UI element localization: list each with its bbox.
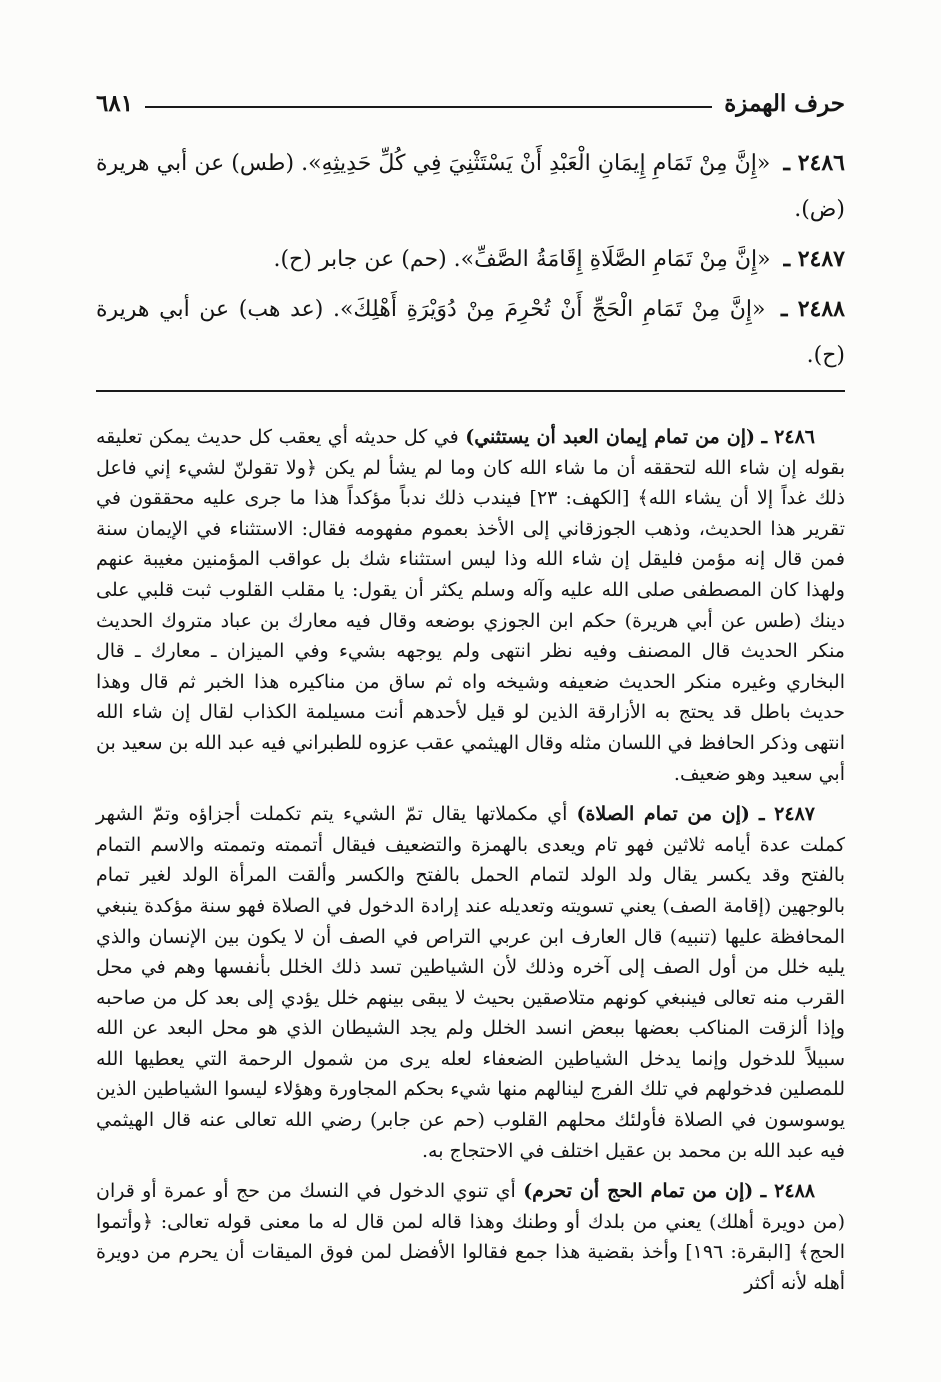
commentary-paragraph bbox=[96, 1176, 845, 1298]
hadith-entry bbox=[96, 236, 845, 283]
hadith-text: «إِنَّ مِنْ تَمَامِ إِيمَانِ الْعَبْدِ أَنْ يَسْتَثْنِيَ فِي كُلِّ حَدِيثِهِ». (طس) عن أبي هريرة (ض). bbox=[96, 151, 845, 222]
hadith-number: ٢٤٨٦ ـ bbox=[783, 150, 845, 176]
hadith-text: «إِنَّ مِنْ تَمَامِ الصَّلَاةِ إِقَامَةُ الصَّفِّ». (حم) عن جابر (ح). bbox=[273, 247, 771, 272]
commentary-paragraph bbox=[96, 422, 845, 789]
commentary-lead: (إن من تمام الحج أن تحرم) bbox=[523, 1180, 754, 1203]
hadith-number: ٢٤٨٨ ـ bbox=[781, 296, 845, 322]
commentary-number: ٢٤٨٦ ـ bbox=[761, 426, 815, 448]
commentary-paragraph bbox=[96, 799, 845, 1166]
commentary-text: في كل حديثه أي يعقب كل حديث يمكن تعليقه بقوله إن شاء الله لتحققه أن ما شاء الله كان وما لم يشأ لم يكن ﴿ولا تقولنّ لشيء إني فاعل ذلك غداً إلا أن يشاء الله﴾ [الكهف: ٢٣] فيندب ذلك ندباً مؤكداً هذا ما جرى عليه محققون في تقرير هذا الحديث، وذهب الجوزقاني إلى الأخذ بعموم مفهومه فقال: الاستثناء في الإيمان سنة فمن قال إنه مؤمن فليقل إن شاء الله وذا ليس استثناء شك بل عواقب المؤمنين مغيبة عنهم ولهذا كان المصطفى صلى الله عليه وآله وسلم يكثر أن يقول: يا مقلب القلوب ثبت قلبي على دينك (طس عن أبي هريرة) حكم ابن الجوزي بوضعه وقال فيه معارك بن عباد متروك الحديث منكر الحديث قال المصنف وفيه نظر انتهى ولم يوجهه بشيء وفي الميزان ـ معارك ـ قال البخاري وغيره منكر الحديث ضعيفه وشيخه واه ثم ساق من مناكيره هذا الخبر ثم قال وهذا حديث باطل قد يحتج به الأزارقة الذين لو قيل لأحدهم أنت مسيلمة الكذاب لقال إن شاء الله انتهى وذكر الحافظ في اللسان مثله وقال الهيثمي عقب عزوه للطبراني فيه عبد الله بن سعيد بن أبي سعيد وهو ضعيف. bbox=[96, 426, 845, 785]
page-number: ٦٨١ bbox=[96, 89, 134, 117]
commentary-number: ٢٤٨٨ ـ bbox=[760, 1180, 815, 1203]
footnote-separator bbox=[96, 390, 845, 392]
hadith-entry bbox=[96, 140, 845, 233]
header-rule bbox=[145, 106, 712, 108]
chapter-title: حرف الهمزة bbox=[724, 89, 845, 117]
commentary-lead: (إن من تمام الصلاة) bbox=[576, 803, 750, 826]
running-header bbox=[96, 86, 845, 120]
hadith-text: «إِنَّ مِنْ تَمَامِ الْحَجِّ أَنْ تُحْرِمَ مِنْ دُوَيْرَةِ أَهْلِكَ». (عد هب) عن أبي هريرة (ح). bbox=[96, 297, 845, 368]
commentary-text: أي تنوي الدخول في النسك من حج أو عمرة أو قران (من دويرة أهلك) يعني من بلدك أو وطنك وهذا قاله لمن قال له ما معنى قوله تعالى: ﴿وأتموا الحج﴾ [البقرة: ١٩٦] وأخذ بقضية هذا جمع فقالوا الأفضل لمن فوق الميقات أن يحرم من دويرة أهله لأنه أكثر bbox=[96, 1180, 846, 1295]
commentary-section bbox=[96, 422, 845, 1309]
commentary-text: أي مكملاتها يقال تمّ الشيء يتم تكملت أجزاؤه وتمّ الشهر كملت عدة أيامه ثلاثين فهو تام ويعدى بالهمزة والتضعيف فيقال أتممته وتممته والاسم التمام بالفتح وقد يكسر يقال ولد الولد لتمام الحمل بالفتح والكسر وألقت المرأة الولد لغير تمام بالوجهين (إقامة الصف) يعني تسويته وتعديله عند إرادة الدخول في الصلاة فهو سنة مؤكدة ينبغي المحافظة عليها (تنبيه) قال العارف ابن عربي التراص في الصف أن لا يكون بين الإنسان والذي يليه خلل من أول الصف إلى آخره وذلك لأن الشياطين تسد ذلك الخلل بأنفسها وهم في محل القرب منه تعالى فينبغي كونهم متلاصقين بحيث لا يبقى بينهم خلل يؤدي إلى بعد كل من صاحبه وإذا ألزقت المناكب بعضها ببعض انسد الخلل ولم يجد الشيطان الذي هو محل البعد عن الله سبيلاً للدخول وإنما يدخل الشياطين الضعفاء لعله يرى من شمول الرحمة التي يعطيها الله للمصلين فدخولهم في تلك الفرج لينالهم منها شيء بحكم المجاورة وهؤلاء ليسوا الشياطين الذين يوسوسون في الصلاة فأولئك محلهم القلوب (حم عن جابر) رضي الله تعالى عنه قال الهيثمي فيه عبد الله بن محمد بن عقيل اختلف في الاحتجاج به. bbox=[96, 803, 845, 1162]
commentary-number: ٢٤٨٧ ـ bbox=[758, 803, 815, 826]
hadith-number: ٢٤٨٧ ـ bbox=[783, 246, 845, 272]
hadith-entry bbox=[96, 286, 845, 379]
commentary-lead: (إن من تمام إيمان العبد أن يستثني) bbox=[465, 426, 756, 448]
